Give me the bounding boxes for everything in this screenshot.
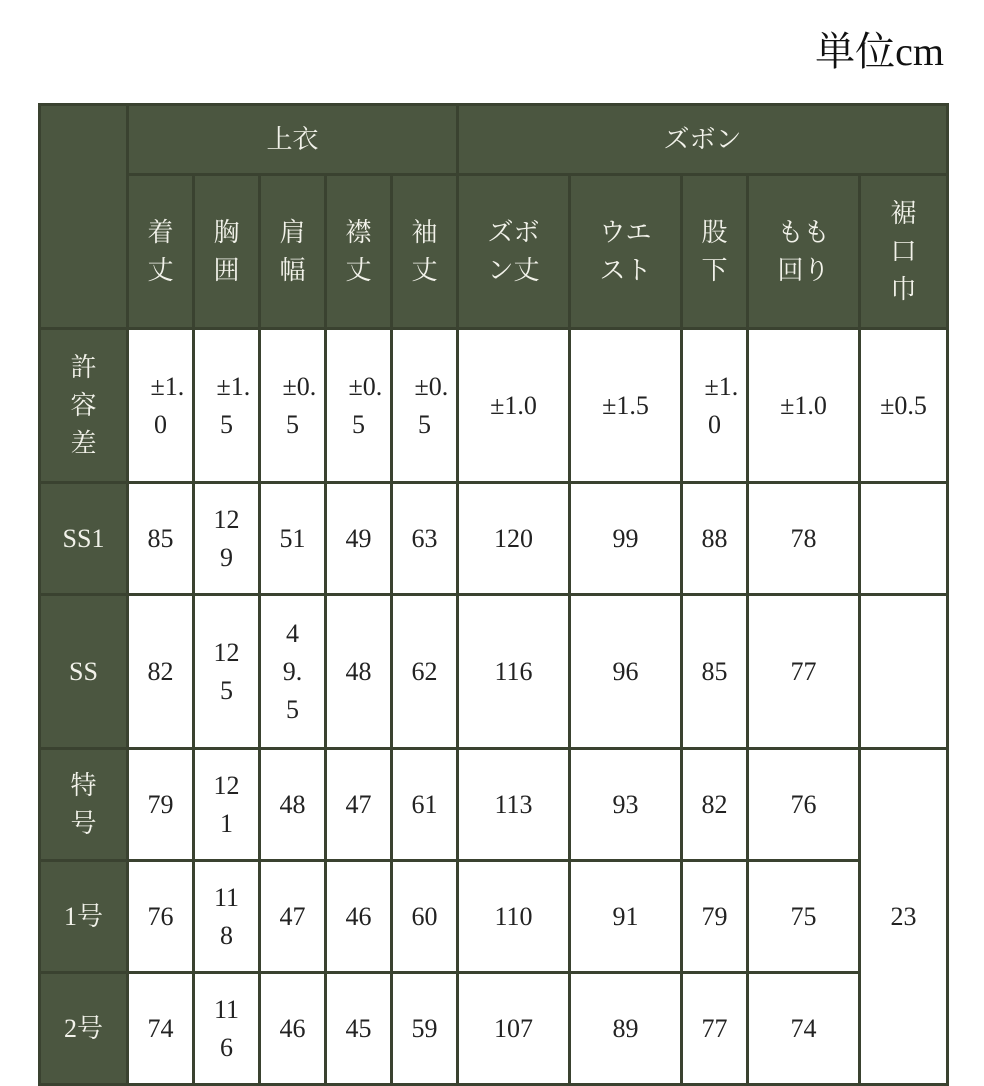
- value-cell: 129: [213, 504, 240, 572]
- tolerance-cell: ±1.5: [216, 371, 251, 439]
- hem-shared-cell: 23: [860, 749, 948, 1085]
- column-header: 股下: [701, 217, 728, 285]
- value-cell: 116: [213, 994, 240, 1062]
- value-cell: 77: [682, 973, 748, 1085]
- value-cell: 74: [748, 973, 860, 1085]
- row-label: 2号: [40, 973, 128, 1085]
- value-cell: 125: [213, 637, 240, 705]
- size-spec-table: [38, 103, 949, 1086]
- value-cell: 82: [682, 749, 748, 861]
- value-cell: 74: [128, 973, 194, 1085]
- tolerance-cell: ±1.0: [150, 371, 185, 439]
- value-cell: 96: [570, 595, 682, 749]
- value-cell: 110: [458, 861, 570, 973]
- value-cell: 79: [128, 749, 194, 861]
- value-cell: 93: [570, 749, 682, 861]
- column-header: 胸囲: [213, 217, 240, 285]
- value-cell: 47: [260, 861, 326, 973]
- tolerance-cell: ±1.5: [570, 329, 682, 483]
- value-cell: 78: [748, 483, 860, 595]
- value-cell: 118: [213, 882, 240, 950]
- tolerance-cell: ±1.0: [748, 329, 860, 483]
- value-cell: 85: [682, 595, 748, 749]
- value-cell: 88: [682, 483, 748, 595]
- value-cell: 91: [570, 861, 682, 973]
- value-cell: 76: [128, 861, 194, 973]
- table-row: [40, 595, 948, 749]
- tolerance-cell: ±0.5: [860, 329, 948, 483]
- value-cell: 120: [458, 483, 570, 595]
- value-cell: 61: [392, 749, 458, 861]
- value-cell: 46: [260, 973, 326, 1085]
- value-cell: 45: [326, 973, 392, 1085]
- table-row: [40, 973, 948, 1085]
- value-cell: 76: [748, 749, 860, 861]
- value-cell: 59: [392, 973, 458, 1085]
- value-cell: 46: [326, 861, 392, 973]
- value-cell: 121: [213, 770, 240, 838]
- value-cell: 116: [458, 595, 570, 749]
- tolerance-cell: ±0.5: [414, 371, 449, 439]
- value-cell: 107: [458, 973, 570, 1085]
- row-label: 許容差: [70, 352, 97, 458]
- value-cell: 75: [748, 861, 860, 973]
- value-cell: 60: [392, 861, 458, 973]
- column-header: 肩幅: [279, 217, 306, 285]
- row-label: SS: [40, 595, 128, 749]
- column-header: ズボン丈: [487, 217, 540, 285]
- table-row: [40, 483, 948, 595]
- value-cell: 82: [128, 595, 194, 749]
- value-cell: 62: [392, 595, 458, 749]
- tolerance-cell: ±1.0: [458, 329, 570, 483]
- value-cell: 77: [748, 595, 860, 749]
- value-cell: 113: [458, 749, 570, 861]
- tolerance-cell: ±0.5: [348, 371, 383, 439]
- value-cell: 89: [570, 973, 682, 1085]
- value-cell: 48: [326, 595, 392, 749]
- tolerance-cell: ±0.5: [282, 371, 317, 439]
- row-label: 1号: [40, 861, 128, 973]
- row-label: SS1: [40, 483, 128, 595]
- table-row: [40, 749, 948, 861]
- column-header: 裾口巾: [890, 198, 917, 304]
- value-cell: 49.5: [282, 618, 303, 724]
- value-cell: 85: [128, 483, 194, 595]
- hem-empty-cell: [860, 483, 948, 595]
- hem-empty-cell: [860, 595, 948, 749]
- column-header: ウエスト: [599, 217, 652, 285]
- value-cell: 63: [392, 483, 458, 595]
- table-row: [40, 861, 948, 973]
- table-row: [40, 329, 948, 483]
- tolerance-cell: ±1.0: [704, 371, 739, 439]
- column-header: もも回り: [777, 217, 830, 285]
- value-cell: 48: [260, 749, 326, 861]
- group-header-jacket: 上衣: [128, 105, 458, 175]
- value-cell: 99: [570, 483, 682, 595]
- corner-cell: [40, 105, 128, 329]
- column-header: 袖丈: [411, 217, 438, 285]
- unit-label: 単位cm: [815, 29, 944, 74]
- group-header-trousers: ズボン: [458, 105, 948, 175]
- value-cell: 49: [326, 483, 392, 595]
- column-header: 襟丈: [345, 217, 372, 285]
- row-label: 特号: [70, 770, 97, 838]
- value-cell: 51: [260, 483, 326, 595]
- value-cell: 47: [326, 749, 392, 861]
- value-cell: 79: [682, 861, 748, 973]
- column-header: 着丈: [147, 217, 174, 285]
